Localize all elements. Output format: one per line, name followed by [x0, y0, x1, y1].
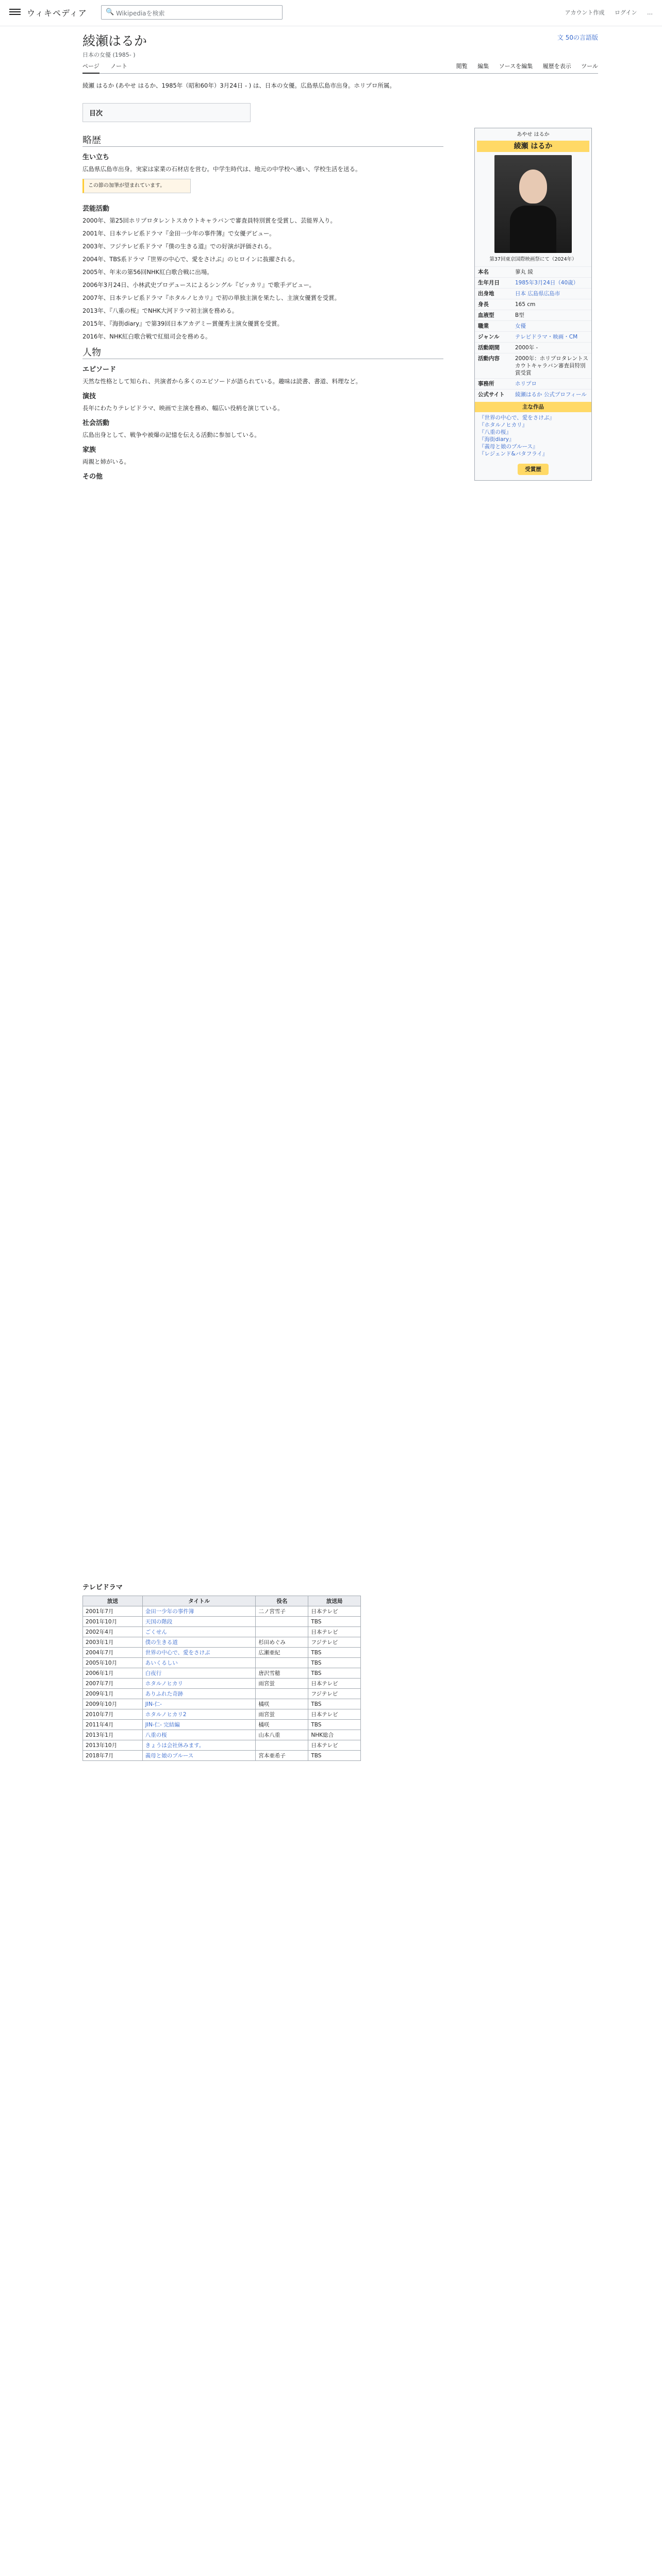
top-bar	[0, 0, 662, 26]
table-row	[83, 1648, 361, 1658]
table-cell: 雨宮蛍	[256, 1709, 308, 1720]
infobox-row: 出身地 日本 広島県広島市	[475, 288, 591, 299]
subsection-heading: テレビドラマ	[82, 1584, 123, 1591]
table-row	[83, 1689, 361, 1699]
table-cell: フジテレビ	[308, 1637, 361, 1648]
table-cell: 2013年1月	[83, 1730, 143, 1740]
table-cell: フジテレビ	[308, 1689, 361, 1699]
search-placeholder: Wikipediaを検索	[116, 10, 165, 17]
table-cell: 日本テレビ	[308, 1709, 361, 1720]
lead-paragraph: 綾瀬 はるか (あやせ はるか、1985年（昭和60年）3月24日 - ) は、日本の女優。広島県広島市出身。ホリプロ所属。	[82, 82, 395, 89]
table-cell: TBS	[308, 1668, 361, 1679]
work-link[interactable]: 『世界の中心で、愛をさけぶ』	[479, 415, 555, 421]
table-of-contents[interactable]: 目次	[82, 103, 251, 122]
table-cell	[256, 1617, 308, 1627]
table-row	[83, 1699, 361, 1709]
table-cell: NHK総合	[308, 1730, 361, 1740]
table-cell: 広瀬亜紀	[256, 1648, 308, 1658]
table-cell: 日本テレビ	[308, 1606, 361, 1617]
table-cell: 2018年7月	[83, 1751, 143, 1761]
tab-edit[interactable]: 編集	[477, 63, 489, 70]
search-input[interactable]	[101, 5, 283, 20]
site-logo[interactable]: ウィキペディア	[27, 8, 87, 18]
paragraph: 2016年、NHK紅白歌合戦で紅組司会を務める。	[82, 333, 211, 340]
table-cell	[256, 1740, 308, 1751]
table-cell	[256, 1627, 308, 1637]
table-cell: 2011年4月	[83, 1720, 143, 1730]
paragraph: 2013年、『八重の桜』でNHK大河ドラマ初主演を務める。	[82, 307, 238, 314]
subsection-heading: その他	[82, 473, 103, 481]
portrait-image[interactable]	[494, 155, 572, 253]
paragraph: 2015年、『海街diary』で第39回日本アカデミー賞優秀主演女優賞を受賞。	[82, 320, 284, 327]
infobox-row: 血液型 B型	[475, 310, 591, 320]
infobox-row: 生年月日 1985年3月24日（40歳）	[475, 277, 591, 288]
tab-tools[interactable]: ツール	[581, 63, 598, 70]
table-cell: 2007年7月	[83, 1679, 143, 1689]
tab-page[interactable]: ページ	[82, 62, 100, 74]
filmography-table	[82, 1596, 361, 1761]
table-cell: 2006年1月	[83, 1668, 143, 1679]
table-row	[83, 1606, 361, 1617]
subsection-heading: 家族	[82, 446, 96, 454]
tab-history[interactable]: 履歴を表示	[542, 63, 571, 70]
infobox-row: ジャンル テレビドラマ・映画・CM	[475, 331, 591, 342]
table-cell: 杉田めぐみ	[256, 1637, 308, 1648]
table-cell: 2010年7月	[83, 1709, 143, 1720]
table-cell: 2002年4月	[83, 1627, 143, 1637]
work-link[interactable]: 『八重の桜』	[479, 429, 511, 435]
infobox-row: 公式サイト 綾瀬はるか 公式プロフィール	[475, 389, 591, 400]
table-cell[interactable]: 義母と娘のブルース	[142, 1751, 256, 1761]
table-cell: 雨宮蛍	[256, 1679, 308, 1689]
table-cell[interactable]: 天国の階段	[142, 1617, 256, 1627]
paragraph: 長年にわたりテレビドラマ、映画で主演を務め、幅広い役柄を演じている。	[82, 404, 284, 412]
table-cell[interactable]: ごくせん	[142, 1627, 256, 1637]
table-row	[83, 1637, 361, 1648]
work-link[interactable]: 『海街diary』	[479, 436, 515, 443]
table-row	[83, 1720, 361, 1730]
subsection-heading: エピソード	[82, 366, 117, 374]
infobox-row: 身長 165 cm	[475, 299, 591, 310]
login-link[interactable]: ログイン	[615, 9, 637, 16]
paragraph: 2004年、TBS系ドラマ『世界の中心で、愛をさけぶ』のヒロインに抜擢される。	[82, 256, 299, 263]
page-title: 綾瀬はるか	[82, 33, 147, 48]
infobox-section: 主な作品	[475, 402, 591, 412]
table-cell[interactable]: JIN-仁- 完結編	[142, 1720, 256, 1730]
more-menu-button[interactable]: …	[647, 9, 653, 16]
infobox-row: 活動内容 2000年：ホリプロタレントスカウトキャラバン審査員特別賞受賞	[475, 353, 591, 378]
table-cell: 日本テレビ	[308, 1740, 361, 1751]
table-cell: TBS	[308, 1751, 361, 1761]
page-tabs	[82, 62, 598, 74]
paragraph: 2000年、第25回ホリプロタレントスカウトキャラバンで審査員特別賞を受賞し、芸能界入り。	[82, 217, 336, 224]
table-cell: 二ノ宮雪子	[256, 1606, 308, 1617]
table-cell: 2009年10月	[83, 1699, 143, 1709]
table-cell: 唐沢雪穂	[256, 1668, 308, 1679]
table-cell: TBS	[308, 1617, 361, 1627]
table-cell: TBS	[308, 1658, 361, 1668]
table-cell: TBS	[308, 1720, 361, 1730]
work-link[interactable]: 『ホタルノヒカリ』	[479, 422, 528, 428]
infobox-row: 職業 女優	[475, 320, 591, 331]
table-cell[interactable]: あいくるしい	[142, 1658, 256, 1668]
infobox-row: 活動期間 2000年 -	[475, 342, 591, 353]
work-link[interactable]: 『義母と娘のブルース』	[479, 444, 538, 450]
table-cell: TBS	[308, 1648, 361, 1658]
paragraph: 2007年、日本テレビ系ドラマ『ホタルノヒカリ』で初の単独主演を果たし、主演女優賞を受賞。	[82, 294, 341, 301]
table-cell[interactable]: JIN-仁-	[142, 1699, 256, 1709]
expand-notice: この節の加筆が望まれています。	[82, 179, 191, 193]
tab-edit-source[interactable]: ソースを編集	[499, 63, 533, 70]
work-link[interactable]: 『レジェンド&バタフライ』	[479, 451, 548, 457]
table-cell[interactable]: 金田一少年の事件簿	[142, 1606, 256, 1617]
infobox-row: 本名 蓼丸 綾	[475, 266, 591, 277]
tab-read[interactable]: 閲覧	[456, 63, 468, 70]
table-row	[83, 1730, 361, 1740]
column-header: 役名	[256, 1596, 308, 1606]
table-row	[83, 1679, 361, 1689]
table-cell: 橘咲	[256, 1720, 308, 1730]
image-caption: 第37回東京国際映画祭にて（2024年）	[489, 257, 577, 262]
table-cell: 山本八重	[256, 1730, 308, 1740]
subsection-heading: 生い立ち	[82, 154, 110, 161]
section-heading: 人物	[82, 348, 443, 359]
table-cell: 2005年10月	[83, 1658, 143, 1668]
page-subtitle: 日本の女優 (1985- )	[82, 52, 136, 58]
tab-talk[interactable]: ノート	[110, 63, 127, 70]
paragraph: 2005年、年末の第56回NHK紅白歌合戦に出場。	[82, 268, 213, 276]
user-tools	[557, 8, 653, 16]
table-cell[interactable]: ホタルノヒカリ2	[142, 1709, 256, 1720]
subsection-heading: 社会活動	[82, 419, 110, 427]
infobox-row: 事務所 ホリプロ	[475, 378, 591, 389]
works-list	[475, 412, 591, 460]
table-cell: 日本テレビ	[308, 1679, 361, 1689]
table-cell[interactable]: きょうは会社休みます。	[142, 1740, 256, 1751]
table-cell[interactable]: 僕の生きる道	[142, 1637, 256, 1648]
table-cell: 2013年10月	[83, 1740, 143, 1751]
table-cell: 2001年7月	[83, 1606, 143, 1617]
awards-toggle[interactable]: 受賞歴	[518, 464, 549, 475]
section-heading: 略歴	[82, 136, 443, 147]
infobox-name: 綾瀬 はるか	[477, 141, 589, 152]
search-icon: 🔍	[106, 8, 114, 16]
table-cell: 2009年1月	[83, 1689, 143, 1699]
paragraph: 広島県広島市出身。実家は家業の石材店を営む。中学生時代は、地元の中学校へ通い、学校生活を送る。	[82, 165, 361, 173]
subsection-heading: 芸能活動	[82, 205, 110, 213]
table-cell[interactable]: ありふれた奇跡	[142, 1689, 256, 1699]
infobox-kana: あやせ はるか	[517, 132, 550, 138]
column-header: 放送	[83, 1596, 143, 1606]
column-header: タイトル	[142, 1596, 256, 1606]
table-cell[interactable]: 白夜行	[142, 1668, 256, 1679]
table-cell: 2003年1月	[83, 1637, 143, 1648]
paragraph: 両親と姉がいる。	[82, 458, 130, 465]
paragraph: 天然な性格として知られ、共演者から多くのエピソードが語られている。趣味は読書、書道、料理など。	[82, 378, 362, 385]
table-cell[interactable]: 八重の桜	[142, 1730, 256, 1740]
table-cell: 2004年7月	[83, 1648, 143, 1658]
filmography-section	[82, 1582, 443, 1761]
column-header: 放送局	[308, 1596, 361, 1606]
paragraph: 2001年、日本テレビ系ドラマ『金田一少年の事件簿』で女優デビュー。	[82, 230, 275, 237]
table-cell: 宮本亜希子	[256, 1751, 308, 1761]
table-row	[83, 1617, 361, 1627]
table-cell: 2001年10月	[83, 1617, 143, 1627]
table-row	[83, 1668, 361, 1679]
paragraph: 2003年、フジテレビ系ドラマ『僕の生きる道』での好演が評価される。	[82, 243, 275, 250]
paragraph: 広島出身として、戦争や被爆の記憶を伝える活動に参加している。	[82, 431, 260, 438]
create-account-link[interactable]: アカウント作成	[565, 9, 605, 16]
table-cell	[256, 1689, 308, 1699]
table-cell	[256, 1658, 308, 1668]
table-cell: TBS	[308, 1699, 361, 1709]
table-row	[83, 1658, 361, 1668]
main-menu-button[interactable]	[9, 7, 21, 16]
article-body	[82, 129, 443, 484]
table-cell: 日本テレビ	[308, 1627, 361, 1637]
language-button[interactable]: 文 50の言語版	[557, 34, 598, 41]
table-row	[83, 1627, 361, 1637]
table-cell: 橘咲	[256, 1699, 308, 1709]
table-row	[83, 1709, 361, 1720]
title-area	[82, 31, 598, 59]
table-cell[interactable]: 世界の中心で、愛をさけぶ	[142, 1648, 256, 1658]
table-row	[83, 1751, 361, 1761]
infobox	[474, 128, 592, 481]
paragraph: 2006年3月24日、小林武史プロデュースによるシングル『ピッカリ』で歌手デビュー。	[82, 281, 316, 289]
subsection-heading: 演技	[82, 393, 96, 400]
table-cell[interactable]: ホタルノヒカリ	[142, 1679, 256, 1689]
table-row	[83, 1740, 361, 1751]
